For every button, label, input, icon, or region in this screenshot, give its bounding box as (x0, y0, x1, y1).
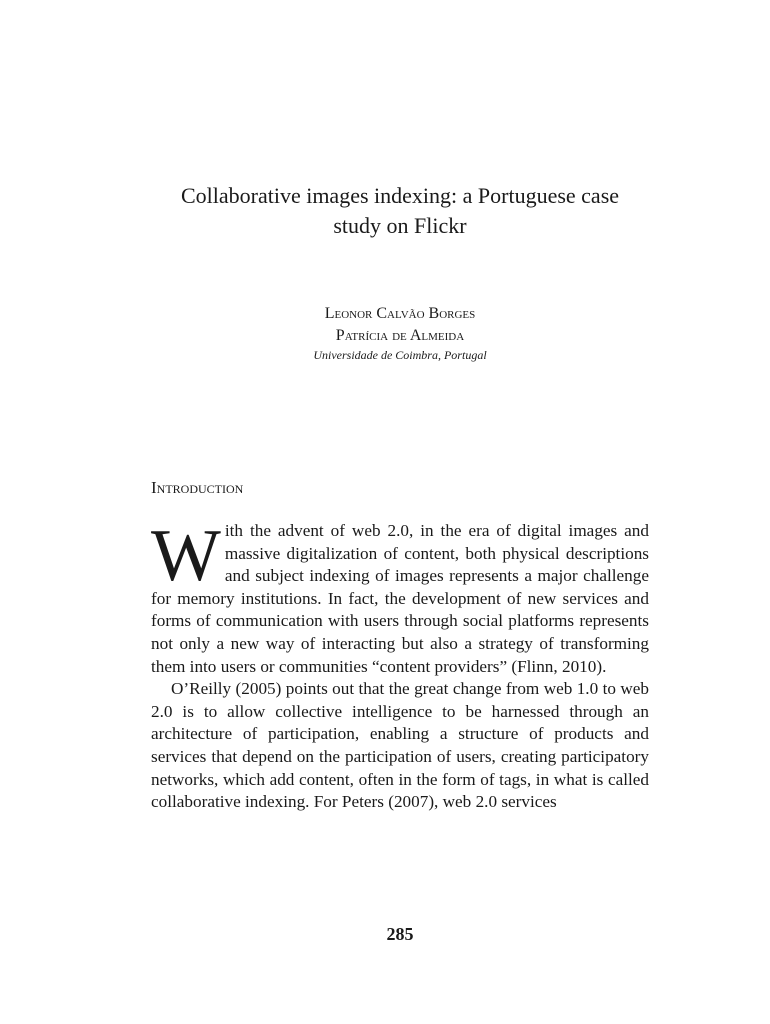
drop-cap: W (151, 515, 221, 597)
paragraph-2: O’Reilly (2005) points out that the great change from web 1.0 to web 2.0 is to allow collective intelligence to be harnessed through an architecture of participation, enabling a structure of products and services that depend on the participation of users, creating participatory networks, which add content, often in the form of tags, in what is called collaborative indexing. For Peters (2007), web 2.0 services (151, 679, 649, 812)
section-heading: Introduction (151, 478, 244, 497)
paper-title-line-2: study on Flickr (333, 213, 467, 238)
paper-title (150, 181, 650, 241)
paragraph-1 (151, 515, 649, 678)
author-name-2: Patrícia de Almeida (335, 327, 465, 344)
author-block (200, 303, 600, 363)
paper-title-line-1: Collaborative images indexing: a Portuguese case (180, 183, 620, 208)
paragraph-1-text: ith the advent of web 2.0, in the era of digital images and massive digitalization of content, both physical descriptions and subject indexing of images represents a major challenge for memory institutions. In fact, the development of new services and forms of communication with users through social platforms represents not only a new way of interacting but also a strategy of transforming them into users or communities “content providers” (Flinn, 2010). (151, 521, 649, 676)
body-text (151, 515, 649, 814)
page-number: 285 (386, 924, 414, 944)
author-affiliation: Universidade de Coimbra, Portugal (313, 348, 487, 362)
author-name-1: Leonor Calvão Borges (324, 305, 476, 322)
